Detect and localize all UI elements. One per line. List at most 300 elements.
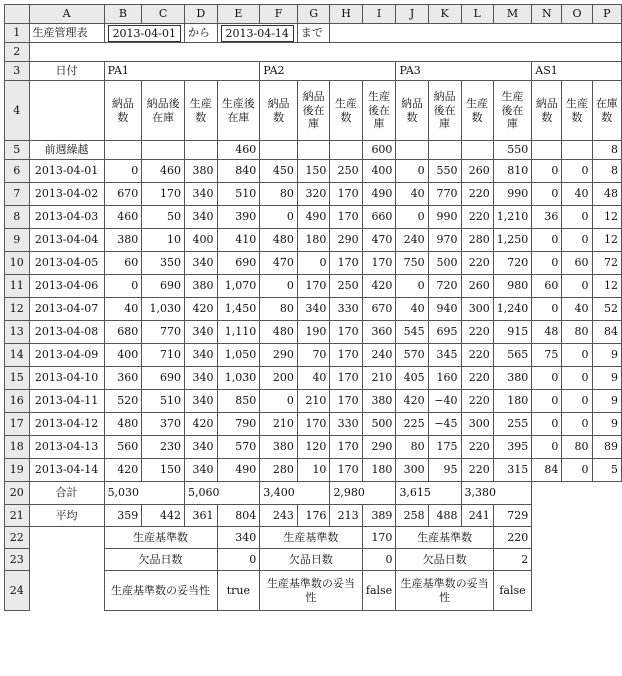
shortage-value-pa1[interactable]: 0 xyxy=(217,549,260,571)
data-cell[interactable]: 84 xyxy=(592,321,621,344)
data-cell[interactable]: 450 xyxy=(260,160,298,183)
data-cell[interactable]: 420 xyxy=(184,298,217,321)
data-cell[interactable]: 220 xyxy=(461,252,493,275)
data-cell[interactable]: 480 xyxy=(260,229,298,252)
subheader-pa1-3: 生産後在庫 xyxy=(217,81,260,141)
data-cell[interactable]: 990 xyxy=(493,183,532,206)
data-cell[interactable]: 40 xyxy=(297,367,330,390)
data-cell[interactable]: 340 xyxy=(184,390,217,413)
data-cell[interactable]: 280 xyxy=(461,229,493,252)
data-cell[interactable]: 380 xyxy=(260,436,298,459)
data-cell[interactable]: 545 xyxy=(396,321,428,344)
data-cell[interactable]: 670 xyxy=(104,183,142,206)
data-cell[interactable]: 560 xyxy=(104,436,142,459)
average-label: 平均 xyxy=(29,505,104,527)
row-header: 18 xyxy=(5,436,30,459)
total-value[interactable]: 3,400 xyxy=(260,482,330,505)
data-cell[interactable]: 290 xyxy=(330,229,362,252)
data-cell[interactable]: 710 xyxy=(142,344,185,367)
end-date-input[interactable]: 2013-04-14 xyxy=(221,25,294,42)
data-cell[interactable]: 10 xyxy=(142,229,185,252)
data-cell[interactable]: 170 xyxy=(330,367,362,390)
data-cell[interactable]: −45 xyxy=(428,413,461,436)
data-cell[interactable]: 0 xyxy=(532,436,562,459)
empty-cell[interactable] xyxy=(184,141,217,160)
data-cell[interactable]: 0 xyxy=(562,344,592,367)
data-cell[interactable]: 980 xyxy=(493,275,532,298)
data-cell[interactable]: 340 xyxy=(184,436,217,459)
data-cell[interactable]: 36 xyxy=(532,206,562,229)
data-cell[interactable]: 9 xyxy=(592,344,621,367)
start-date-input[interactable]: 2013-04-01 xyxy=(108,25,181,42)
data-cell[interactable]: 170 xyxy=(297,275,330,298)
data-cell[interactable]: 250 xyxy=(330,275,362,298)
data-cell[interactable]: 1,240 xyxy=(493,298,532,321)
data-cell[interactable]: 220 xyxy=(461,344,493,367)
data-cell[interactable]: 340 xyxy=(184,321,217,344)
date-cell: 2013-04-02 xyxy=(29,183,104,206)
data-cell[interactable]: 300 xyxy=(396,459,428,482)
data-cell[interactable]: 770 xyxy=(142,321,185,344)
data-cell[interactable]: 520 xyxy=(104,390,142,413)
data-cell[interactable]: 8 xyxy=(592,160,621,183)
data-cell[interactable]: 0 xyxy=(396,206,428,229)
data-cell[interactable]: 210 xyxy=(260,413,298,436)
row-header: 24 xyxy=(5,571,30,611)
data-cell[interactable]: 80 xyxy=(260,298,298,321)
data-cell[interactable]: 160 xyxy=(428,367,461,390)
data-cell[interactable]: 940 xyxy=(428,298,461,321)
data-cell[interactable]: 9 xyxy=(592,413,621,436)
data-cell[interactable]: 0 xyxy=(562,390,592,413)
data-cell[interactable]: 210 xyxy=(297,390,330,413)
data-cell[interactable]: 60 xyxy=(532,275,562,298)
data-cell[interactable]: 170 xyxy=(330,252,362,275)
shortage-label-pa2: 欠品日数 xyxy=(260,549,362,571)
data-cell[interactable]: 72 xyxy=(592,252,621,275)
data-cell[interactable]: 40 xyxy=(562,298,592,321)
total-value[interactable]: 2,980 xyxy=(330,482,396,505)
data-cell[interactable]: 320 xyxy=(297,183,330,206)
average-value[interactable]: 389 xyxy=(362,505,396,527)
data-cell[interactable]: 120 xyxy=(297,436,330,459)
data-cell[interactable]: 60 xyxy=(562,252,592,275)
data-cell[interactable]: 0 xyxy=(562,160,592,183)
data-cell[interactable]: 510 xyxy=(142,390,185,413)
date-cell: 2013-04-10 xyxy=(29,367,104,390)
data-cell[interactable]: 52 xyxy=(592,298,621,321)
data-cell[interactable]: 1,070 xyxy=(217,275,260,298)
data-cell[interactable]: 190 xyxy=(297,321,330,344)
data-cell[interactable]: 5 xyxy=(592,459,621,482)
data-cell[interactable]: 84 xyxy=(532,459,562,482)
to-label: まで xyxy=(297,24,330,43)
empty-cell[interactable] xyxy=(532,141,562,160)
data-cell[interactable]: 9 xyxy=(592,367,621,390)
data-cell[interactable]: 175 xyxy=(428,436,461,459)
standard-value-pa3[interactable]: 220 xyxy=(493,527,532,549)
column-header: B xyxy=(104,5,142,24)
data-cell[interactable]: 420 xyxy=(184,413,217,436)
data-cell[interactable]: 370 xyxy=(142,413,185,436)
subheader-pa1-0: 納品数 xyxy=(104,81,142,141)
data-cell[interactable]: 915 xyxy=(493,321,532,344)
data-cell[interactable]: 340 xyxy=(297,298,330,321)
data-cell[interactable]: 340 xyxy=(184,252,217,275)
sheet-row-21 xyxy=(5,505,622,527)
data-cell[interactable]: 490 xyxy=(362,183,396,206)
data-cell[interactable]: 340 xyxy=(184,344,217,367)
empty-cell[interactable] xyxy=(396,141,428,160)
data-cell[interactable]: 510 xyxy=(217,183,260,206)
empty-cell[interactable] xyxy=(260,141,298,160)
data-cell[interactable]: 400 xyxy=(104,344,142,367)
data-cell[interactable]: 340 xyxy=(184,459,217,482)
data-cell[interactable]: 210 xyxy=(362,367,396,390)
data-cell[interactable]: 460 xyxy=(104,206,142,229)
data-cell[interactable]: 470 xyxy=(362,229,396,252)
empty-cell[interactable] xyxy=(461,141,493,160)
average-value[interactable]: 258 xyxy=(396,505,428,527)
data-cell[interactable]: 750 xyxy=(396,252,428,275)
data-cell[interactable]: 0 xyxy=(104,160,142,183)
data-cell[interactable]: 850 xyxy=(217,390,260,413)
data-cell[interactable]: 70 xyxy=(297,344,330,367)
column-header: G xyxy=(297,5,330,24)
data-cell[interactable]: 0 xyxy=(532,183,562,206)
average-value[interactable]: 488 xyxy=(428,505,461,527)
empty-cell[interactable] xyxy=(428,141,461,160)
data-cell[interactable]: 170 xyxy=(330,344,362,367)
data-cell[interactable]: 1,110 xyxy=(217,321,260,344)
data-cell[interactable]: 0 xyxy=(532,298,562,321)
validity-value-pa2[interactable]: false xyxy=(362,571,396,611)
data-cell[interactable]: 500 xyxy=(362,413,396,436)
data-cell[interactable]: 565 xyxy=(493,344,532,367)
empty-cell xyxy=(532,549,622,571)
date-cell: 2013-04-11 xyxy=(29,390,104,413)
data-cell[interactable]: 40 xyxy=(396,298,428,321)
empty-cell[interactable] xyxy=(562,141,592,160)
data-cell[interactable]: 460 xyxy=(142,160,185,183)
data-cell[interactable]: 0 xyxy=(532,413,562,436)
data-cell[interactable]: 300 xyxy=(461,413,493,436)
data-cell[interactable]: 170 xyxy=(330,459,362,482)
average-value[interactable]: 729 xyxy=(493,505,532,527)
from-label: から xyxy=(184,24,217,43)
data-cell[interactable]: 170 xyxy=(330,183,362,206)
data-cell[interactable]: 290 xyxy=(362,436,396,459)
data-cell[interactable]: 170 xyxy=(330,390,362,413)
data-cell[interactable]: 1,050 xyxy=(217,344,260,367)
data-cell[interactable]: −40 xyxy=(428,390,461,413)
data-cell[interactable]: 260 xyxy=(461,160,493,183)
data-cell[interactable]: 380 xyxy=(362,390,396,413)
data-cell[interactable]: 770 xyxy=(428,183,461,206)
data-cell[interactable]: 280 xyxy=(260,459,298,482)
data-cell[interactable]: 470 xyxy=(260,252,298,275)
data-cell[interactable]: 200 xyxy=(260,367,298,390)
row-header: 13 xyxy=(5,321,30,344)
validity-label-pa2: 生産基準数の妥当性 xyxy=(260,571,362,611)
data-cell[interactable]: 240 xyxy=(362,344,396,367)
data-cell[interactable]: 420 xyxy=(362,275,396,298)
data-cell[interactable]: 0 xyxy=(260,275,298,298)
data-cell[interactable]: 360 xyxy=(362,321,396,344)
data-cell[interactable]: 570 xyxy=(217,436,260,459)
average-value[interactable]: 359 xyxy=(104,505,142,527)
data-cell[interactable]: 220 xyxy=(461,436,493,459)
data-cell[interactable]: 315 xyxy=(493,459,532,482)
data-cell[interactable]: 255 xyxy=(493,413,532,436)
data-cell[interactable]: 1,450 xyxy=(217,298,260,321)
data-cell[interactable]: 690 xyxy=(142,367,185,390)
data-cell[interactable]: 0 xyxy=(562,413,592,436)
total-value[interactable]: 3,615 xyxy=(396,482,461,505)
data-cell[interactable]: 12 xyxy=(592,275,621,298)
group-header-pa1: PA1 xyxy=(104,62,260,81)
data-cell[interactable]: 60 xyxy=(104,252,142,275)
data-cell[interactable]: 380 xyxy=(104,229,142,252)
total-value[interactable]: 5,030 xyxy=(104,482,184,505)
data-cell[interactable]: 40 xyxy=(396,183,428,206)
data-cell[interactable]: 550 xyxy=(428,160,461,183)
data-cell[interactable]: 80 xyxy=(396,436,428,459)
data-cell[interactable]: 50 xyxy=(142,206,185,229)
data-cell[interactable]: 680 xyxy=(104,321,142,344)
empty-cell[interactable] xyxy=(29,43,621,62)
data-cell[interactable]: 0 xyxy=(532,160,562,183)
corner-cell xyxy=(5,5,30,24)
data-cell[interactable]: 330 xyxy=(330,413,362,436)
data-cell[interactable]: 12 xyxy=(592,206,621,229)
sheet-body xyxy=(5,5,622,611)
data-cell[interactable]: 410 xyxy=(217,229,260,252)
data-cell[interactable]: 220 xyxy=(461,459,493,482)
data-cell[interactable]: 0 xyxy=(532,367,562,390)
data-cell[interactable]: 420 xyxy=(104,459,142,482)
empty-cell xyxy=(29,527,104,549)
data-cell[interactable]: 220 xyxy=(461,390,493,413)
column-header: N xyxy=(532,5,562,24)
data-cell[interactable]: 89 xyxy=(592,436,621,459)
data-cell[interactable]: 380 xyxy=(184,275,217,298)
data-cell[interactable]: 0 xyxy=(260,390,298,413)
data-cell[interactable]: 380 xyxy=(493,367,532,390)
data-cell[interactable]: 380 xyxy=(184,160,217,183)
data-cell[interactable]: 95 xyxy=(428,459,461,482)
total-label: 合計 xyxy=(29,482,104,505)
average-value[interactable]: 804 xyxy=(217,505,260,527)
data-cell[interactable]: 695 xyxy=(428,321,461,344)
data-cell[interactable]: 150 xyxy=(297,160,330,183)
data-cell[interactable]: 0 xyxy=(532,252,562,275)
data-cell[interactable]: 1,250 xyxy=(493,229,532,252)
standard-value-pa2[interactable]: 170 xyxy=(362,527,396,549)
sheet-row-19 xyxy=(5,459,622,482)
data-cell[interactable]: 80 xyxy=(260,183,298,206)
empty-cell xyxy=(532,505,622,527)
validity-value-pa3[interactable]: false xyxy=(493,571,532,611)
date-cell: 2013-04-14 xyxy=(29,459,104,482)
data-cell[interactable]: 300 xyxy=(461,298,493,321)
carryover-label: 前週繰越 xyxy=(29,141,104,160)
data-cell[interactable]: 660 xyxy=(362,206,396,229)
row-header: 4 xyxy=(5,81,30,141)
data-cell[interactable]: 790 xyxy=(217,413,260,436)
total-value[interactable]: 3,380 xyxy=(461,482,532,505)
data-cell[interactable]: 490 xyxy=(217,459,260,482)
data-cell[interactable]: 230 xyxy=(142,436,185,459)
empty-cell[interactable] xyxy=(330,24,622,43)
data-cell[interactable]: 220 xyxy=(461,321,493,344)
data-cell[interactable]: 480 xyxy=(104,413,142,436)
data-cell[interactable]: 340 xyxy=(184,183,217,206)
data-cell[interactable]: 720 xyxy=(493,252,532,275)
data-cell[interactable]: 80 xyxy=(562,436,592,459)
data-cell[interactable]: 350 xyxy=(142,252,185,275)
data-cell[interactable]: 180 xyxy=(493,390,532,413)
average-value[interactable]: 442 xyxy=(142,505,185,527)
data-cell[interactable]: 240 xyxy=(396,229,428,252)
data-cell[interactable]: 0 xyxy=(562,367,592,390)
data-cell[interactable]: 330 xyxy=(330,298,362,321)
carryover-value[interactable]: 600 xyxy=(362,141,396,160)
shortage-value-pa2[interactable]: 0 xyxy=(362,549,396,571)
data-cell[interactable]: 0 xyxy=(532,390,562,413)
data-cell[interactable]: 40 xyxy=(562,183,592,206)
data-cell[interactable]: 220 xyxy=(461,183,493,206)
data-cell[interactable]: 480 xyxy=(260,321,298,344)
empty-cell[interactable] xyxy=(104,141,142,160)
standard-value-pa1[interactable]: 340 xyxy=(217,527,260,549)
data-cell[interactable]: 420 xyxy=(396,390,428,413)
empty-cell[interactable] xyxy=(330,141,362,160)
data-cell[interactable]: 500 xyxy=(428,252,461,275)
data-cell[interactable]: 180 xyxy=(362,459,396,482)
data-cell[interactable]: 400 xyxy=(362,160,396,183)
data-cell[interactable]: 490 xyxy=(297,206,330,229)
carryover-value[interactable]: 460 xyxy=(217,141,260,160)
data-cell[interactable]: 0 xyxy=(562,459,592,482)
data-cell[interactable]: 405 xyxy=(396,367,428,390)
average-value[interactable]: 361 xyxy=(184,505,217,527)
data-cell[interactable]: 340 xyxy=(184,367,217,390)
data-cell[interactable]: 990 xyxy=(428,206,461,229)
average-value[interactable]: 176 xyxy=(297,505,330,527)
data-cell[interactable]: 220 xyxy=(461,367,493,390)
data-cell[interactable]: 400 xyxy=(184,229,217,252)
data-cell[interactable]: 0 xyxy=(297,252,330,275)
data-cell[interactable]: 0 xyxy=(104,275,142,298)
data-cell[interactable]: 690 xyxy=(217,252,260,275)
average-value[interactable]: 241 xyxy=(461,505,493,527)
data-cell[interactable]: 690 xyxy=(142,275,185,298)
data-cell[interactable]: 1,210 xyxy=(493,206,532,229)
data-cell[interactable]: 40 xyxy=(104,298,142,321)
average-value[interactable]: 243 xyxy=(260,505,298,527)
data-cell[interactable]: 170 xyxy=(330,206,362,229)
sheet-row-17 xyxy=(5,413,622,436)
sheet-row-3 xyxy=(5,62,622,81)
data-cell[interactable]: 1,030 xyxy=(142,298,185,321)
data-cell[interactable]: 390 xyxy=(217,206,260,229)
data-cell[interactable]: 150 xyxy=(142,459,185,482)
data-cell[interactable]: 260 xyxy=(461,275,493,298)
group-header-as1: AS1 xyxy=(532,62,622,81)
data-cell[interactable]: 345 xyxy=(428,344,461,367)
shortage-value-pa3[interactable]: 2 xyxy=(493,549,532,571)
sheet-row-24 xyxy=(5,571,622,611)
data-cell[interactable]: 970 xyxy=(428,229,461,252)
data-cell[interactable]: 360 xyxy=(104,367,142,390)
empty-cell[interactable] xyxy=(297,141,330,160)
data-cell[interactable]: 12 xyxy=(592,229,621,252)
start-date-cell[interactable] xyxy=(104,24,184,43)
data-cell[interactable]: 170 xyxy=(330,436,362,459)
carryover-value[interactable]: 8 xyxy=(592,141,621,160)
carryover-value[interactable]: 550 xyxy=(493,141,532,160)
sheet-row-2 xyxy=(5,43,622,62)
sheet-row-4 xyxy=(5,81,622,141)
row-header: 8 xyxy=(5,206,30,229)
data-cell[interactable]: 170 xyxy=(297,413,330,436)
column-header: I xyxy=(362,5,396,24)
data-cell[interactable]: 0 xyxy=(562,229,592,252)
data-cell[interactable]: 170 xyxy=(142,183,185,206)
data-cell[interactable]: 290 xyxy=(260,344,298,367)
data-cell[interactable]: 180 xyxy=(297,229,330,252)
data-cell[interactable]: 1,030 xyxy=(217,367,260,390)
subheader-pa3-3: 生産後在庫 xyxy=(493,81,532,141)
data-cell[interactable]: 840 xyxy=(217,160,260,183)
data-cell[interactable]: 48 xyxy=(532,321,562,344)
data-cell[interactable]: 395 xyxy=(493,436,532,459)
total-value[interactable]: 5,060 xyxy=(184,482,259,505)
data-cell[interactable]: 170 xyxy=(330,321,362,344)
data-cell[interactable]: 810 xyxy=(493,160,532,183)
data-cell[interactable]: 340 xyxy=(184,206,217,229)
column-header: A xyxy=(29,5,104,24)
row-header: 3 xyxy=(5,62,30,81)
sheet-row-8 xyxy=(5,206,622,229)
empty-cell[interactable] xyxy=(142,141,185,160)
validity-value-pa1[interactable]: true xyxy=(217,571,260,611)
data-cell[interactable]: 10 xyxy=(297,459,330,482)
data-cell[interactable]: 720 xyxy=(428,275,461,298)
data-cell[interactable]: 0 xyxy=(396,275,428,298)
empty-cell xyxy=(29,549,104,571)
data-cell[interactable]: 670 xyxy=(362,298,396,321)
data-cell[interactable]: 570 xyxy=(396,344,428,367)
data-cell[interactable]: 75 xyxy=(532,344,562,367)
data-cell[interactable]: 0 xyxy=(260,206,298,229)
data-cell[interactable]: 220 xyxy=(461,206,493,229)
data-cell[interactable]: 0 xyxy=(562,206,592,229)
data-cell[interactable]: 170 xyxy=(362,252,396,275)
column-header: J xyxy=(396,5,428,24)
data-cell[interactable]: 0 xyxy=(532,229,562,252)
data-cell[interactable]: 225 xyxy=(396,413,428,436)
end-date-cell[interactable] xyxy=(217,24,297,43)
data-cell[interactable]: 48 xyxy=(592,183,621,206)
data-cell[interactable]: 9 xyxy=(592,390,621,413)
data-cell[interactable]: 0 xyxy=(396,160,428,183)
data-cell[interactable]: 80 xyxy=(562,321,592,344)
data-cell[interactable]: 250 xyxy=(330,160,362,183)
average-value[interactable]: 213 xyxy=(330,505,362,527)
data-cell[interactable]: 0 xyxy=(562,275,592,298)
